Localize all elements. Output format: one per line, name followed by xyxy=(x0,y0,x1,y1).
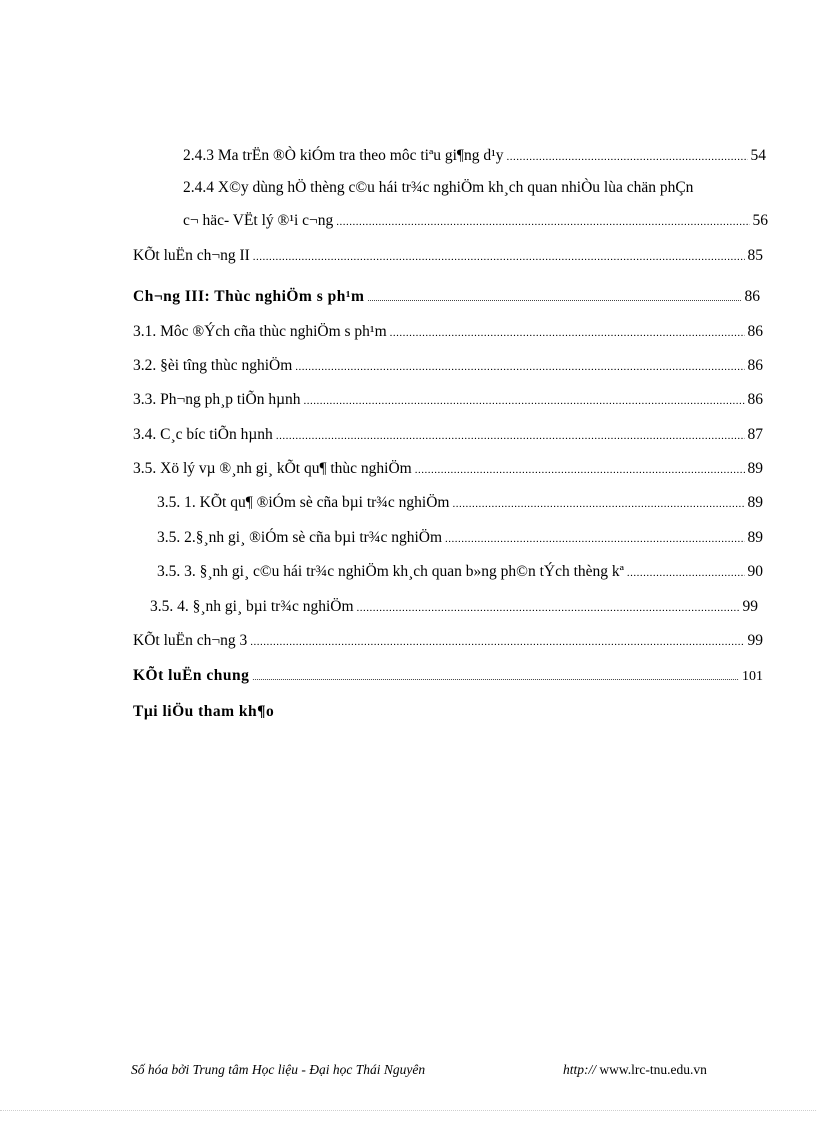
toc-entry-title: 3.5. Xö lý vµ ®¸nh gi¸ kÕt qu¶ thùc nghiÖm xyxy=(133,460,412,477)
toc-entry-title: KÕt luËn ch¬ng II xyxy=(133,247,250,264)
toc-entry[interactable] xyxy=(133,459,763,480)
toc-references-entry[interactable] xyxy=(133,702,274,722)
toc-entry[interactable] xyxy=(183,146,766,167)
dot-leader xyxy=(445,529,744,549)
dot-leader xyxy=(415,460,745,480)
page-footer xyxy=(0,1062,816,1082)
toc-entry[interactable] xyxy=(133,631,763,652)
toc-entry-page: 87 xyxy=(747,426,763,443)
page-bottom-divider xyxy=(0,1110,816,1111)
dot-leader xyxy=(250,632,744,652)
dot-leader xyxy=(357,598,740,618)
dot-leader xyxy=(252,668,739,688)
toc-entry-title: Ch¬ng III: Thùc nghiÖm s ph¹m xyxy=(133,288,365,305)
toc-entry-page: 89 xyxy=(747,460,763,477)
dot-leader xyxy=(453,494,745,514)
toc-entry[interactable] xyxy=(133,246,763,267)
dot-leader xyxy=(336,212,749,232)
toc-entry[interactable] xyxy=(133,356,763,377)
toc-entry-title: 3.1. Môc ®Ých cña thùc nghiÖm s ph¹m xyxy=(133,323,387,340)
toc-entry-title: 2.4.3 Ma trËn ®Ò kiÓm tra theo môc tiªu gi¶ng d¹y xyxy=(183,147,504,164)
toc-entry[interactable] xyxy=(150,597,758,618)
toc-entry-title-line1[interactable]: 2.4.4 X©y dùng hÖ thèng c©u hái tr¾c nghiÖm kh¸ch quan nhiÒu lùa chän phÇn xyxy=(183,179,694,196)
footer-url-protocol: http:// xyxy=(563,1062,596,1077)
toc-entry-page: 89 xyxy=(747,529,763,546)
toc-entry-page: 85 xyxy=(747,247,763,264)
toc-entry-page: 86 xyxy=(747,357,763,374)
toc-entry-title: 3.5. 4. §¸nh gi¸ bµi tr¾c nghiÖm xyxy=(150,598,354,615)
dot-leader xyxy=(276,426,745,446)
footer-credit: Số hóa bởi Trung tâm Học liệu - Đại học Thái Nguyên xyxy=(131,1062,426,1077)
toc-entry-page: 54 xyxy=(750,147,766,164)
toc-entry[interactable] xyxy=(157,528,763,549)
dot-leader xyxy=(304,391,745,411)
toc-entry-title: 3.5. 3. §¸nh gi¸ c©u hái tr¾c nghiÖm kh¸ch quan b»ng ph©n tÝch thèng kª xyxy=(157,563,624,580)
dot-leader xyxy=(253,247,745,267)
toc-entry[interactable] xyxy=(183,211,768,232)
toc-conclusion-entry[interactable] xyxy=(133,666,763,688)
toc-entry-page: 86 xyxy=(747,323,763,340)
toc-entry-title: 3.2. §èi tîng thùc nghiÖm xyxy=(133,357,293,374)
dot-leader xyxy=(506,147,747,167)
toc-entry-page: 89 xyxy=(747,494,763,511)
footer-url[interactable] xyxy=(563,1062,707,1078)
toc-entry-page: 101 xyxy=(742,669,763,684)
dot-leader xyxy=(295,357,744,377)
toc-entry-page: 99 xyxy=(742,598,758,615)
toc-entry-page: 86 xyxy=(747,391,763,408)
toc-entry-title: 3.4. C¸c bíc tiÕn hµnh xyxy=(133,426,273,443)
toc-entry[interactable] xyxy=(133,390,763,411)
toc-entry[interactable] xyxy=(157,562,763,583)
toc-entry-title: 3.3. Ph¬ng ph¸p tiÕn hµnh xyxy=(133,391,301,408)
dot-leader xyxy=(390,323,745,343)
dot-leader xyxy=(367,289,741,309)
dot-leader xyxy=(627,563,745,583)
toc-chapter-entry[interactable] xyxy=(133,287,760,309)
toc-entry-title: 3.5. 1. KÕt qu¶ ®iÓm sè cña bµi tr¾c nghiÖm xyxy=(157,494,450,511)
toc-entry-page: 90 xyxy=(747,563,763,580)
toc-entry-page: 56 xyxy=(752,212,768,229)
toc-entry-page: 86 xyxy=(744,288,760,305)
toc-entry[interactable] xyxy=(133,322,763,343)
toc-entry-title: KÕt luËn ch¬ng 3 xyxy=(133,632,248,649)
toc-entry-title: Tµi liÖu tham kh¶o xyxy=(133,703,275,720)
toc-entry-title: KÕt luËn chung xyxy=(133,667,250,684)
toc-entry[interactable] xyxy=(157,493,763,514)
toc-entry-title: c¬ häc- VËt lý ®¹i c¬ng xyxy=(183,212,334,229)
toc-entry[interactable] xyxy=(133,425,763,446)
footer-url-domain: www.lrc-tnu.edu.vn xyxy=(599,1062,707,1077)
toc-entry-title: 3.5. 2.§¸nh gi¸ ®iÓm sè cña bµi tr¾c nghiÖm xyxy=(157,529,443,546)
toc-entry-page: 99 xyxy=(747,632,763,649)
